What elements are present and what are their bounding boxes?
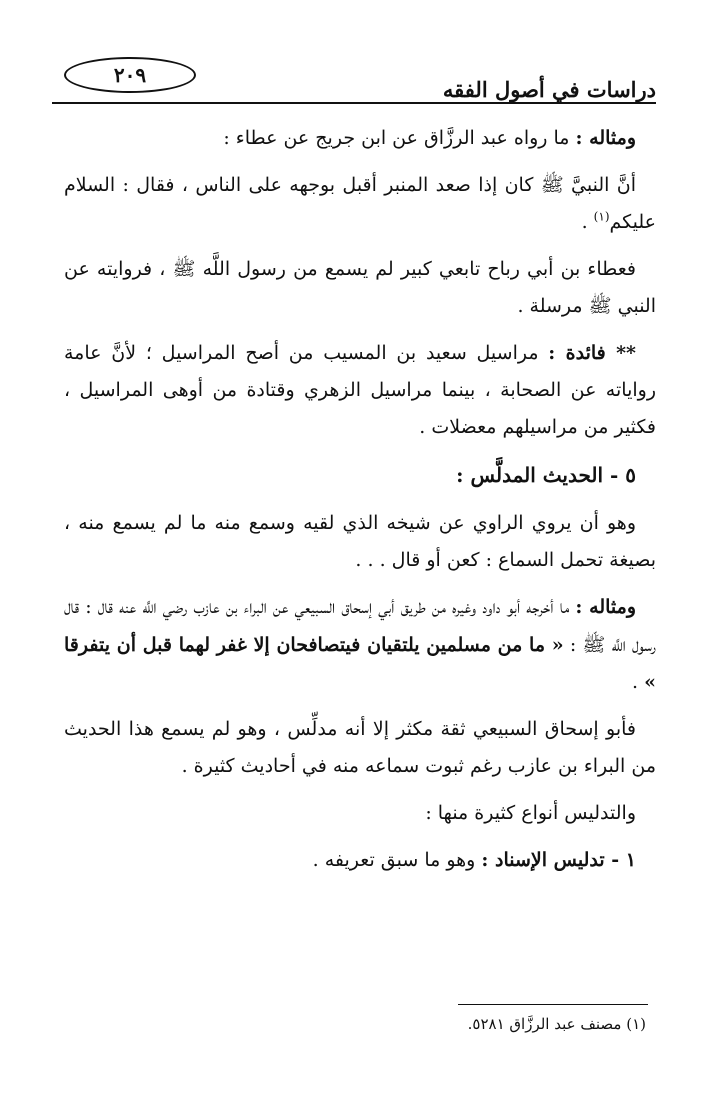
paragraph-text: فأبو إسحاق السبيعي ثقة مكثر إلا أنه مدلِّس ، وهو لم يسمع هذا الحديث من البراء بن عازب رغم ثبوت سماعه منه في أحاديث كثيرة . bbox=[64, 717, 656, 777]
paragraph-end: . bbox=[581, 211, 594, 234]
paragraph-definition bbox=[64, 505, 656, 579]
lead-label: ** فائدة : bbox=[548, 342, 636, 365]
paragraph-benefit bbox=[64, 335, 656, 446]
paragraph-types-intro bbox=[64, 795, 656, 832]
header-rule bbox=[52, 102, 656, 104]
footnote: (١) مصنف عبد الرزَّاق ٥٢٨١. bbox=[467, 1015, 646, 1033]
running-title: دراسات في أصول الفقه bbox=[442, 77, 656, 102]
paragraph-hadith-text bbox=[64, 167, 656, 241]
paragraph-type-one bbox=[64, 842, 656, 879]
paragraph-example-two bbox=[64, 589, 656, 700]
footnote-rule bbox=[458, 1004, 648, 1005]
paragraph-text: والتدليس أنواع كثيرة منها : bbox=[425, 801, 636, 824]
paragraph-example-intro bbox=[64, 120, 656, 157]
body-text bbox=[64, 120, 656, 889]
paragraph-text: ما أخرجه أبو داود وغيره من طريق أبي إسحاق السبيعي عن البراء بن عازب رضي اللَّه عنه قال : قال رسول اللَّه ﷺ : bbox=[64, 596, 656, 656]
paragraph-text: فعطاء بن أبي رباح تابعي كبير لم يسمع من رسول اللَّه ﷺ ، فروايته عن النبي ﷺ مرسلة . bbox=[64, 258, 656, 318]
paragraph-text: وهو أن يروي الراوي عن شيخه الذي لقيه وسمع منه ما لم يسمع منه ، بصيغة تحمل السماع : كعن أو قال . . . bbox=[64, 512, 656, 572]
hadith-quote: « ما من مسلمين يلتقيان فيتصافحان إلا غفر لهما قبل أن يتفرقا » bbox=[64, 633, 656, 693]
lead-label: ومثاله : bbox=[575, 127, 636, 149]
footnote-ref: (١) bbox=[593, 209, 610, 224]
paragraph-text: ما رواه عبد الرزَّاق عن ابن جريج عن عطاء : bbox=[223, 127, 576, 149]
paragraph-text: مراسيل سعيد بن المسيب من أصح المراسيل ؛ لأنَّ عامة رواياته عن الصحابة ، بينما مراسيل الزهري وقتادة من أوهى المراسيل ، فكثير من مراسيلهم معضلات . bbox=[64, 342, 656, 439]
section-heading: ٥ - الحديث المدلَّس : bbox=[456, 463, 636, 488]
paragraph-text: أنَّ النبيَّ ﷺ كان إذا صعد المنبر أقبل بوجهه على الناس ، فقال : السلام عليكم bbox=[64, 174, 656, 234]
page-number: ٢٠٩ bbox=[64, 57, 196, 93]
paragraph-end: . bbox=[632, 670, 645, 693]
paragraph-text: وهو ما سبق تعريفه . bbox=[312, 848, 482, 871]
lead-label: ومثاله : bbox=[575, 596, 636, 619]
paragraph-ata-comment bbox=[64, 251, 656, 325]
page-header bbox=[52, 55, 656, 102]
lead-label: ١ - تدليس الإسناد : bbox=[481, 848, 636, 871]
paragraph-abu-ishaq bbox=[64, 711, 656, 785]
